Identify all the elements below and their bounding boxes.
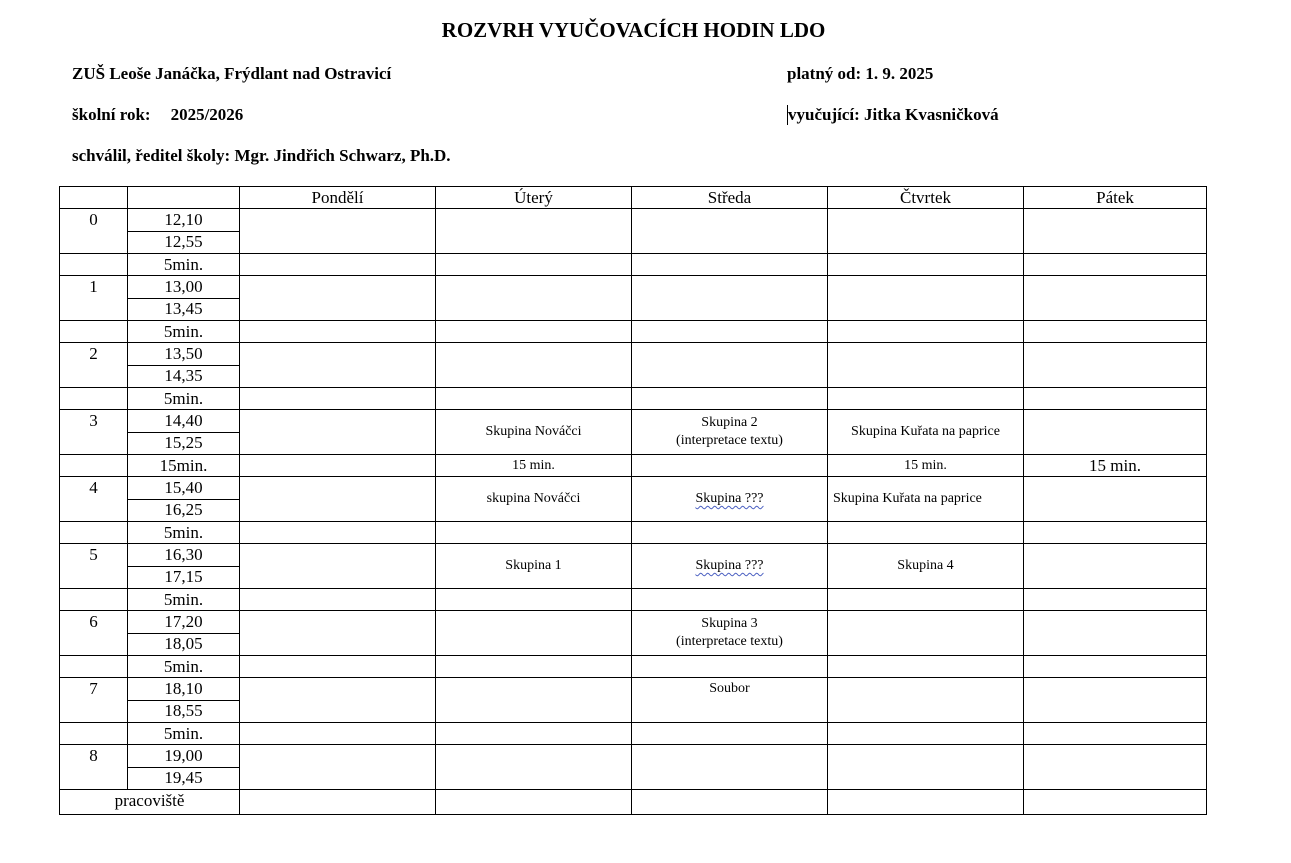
school-year	[72, 105, 243, 125]
lesson-start: 16,30	[128, 544, 240, 567]
lesson-number: 8	[60, 745, 128, 790]
workplace-label: pracoviště	[60, 790, 240, 815]
cell-friday	[1024, 790, 1207, 815]
lesson-row	[60, 611, 1207, 634]
lesson-number: 1	[60, 276, 128, 321]
cell-friday	[1024, 276, 1207, 321]
group-note: (interpretace textu)	[676, 433, 783, 448]
group-name: Skupina ???	[695, 558, 764, 573]
lesson-number: 7	[60, 678, 128, 723]
break-row	[60, 455, 1207, 477]
cell-thursday	[828, 343, 1024, 388]
lesson-row	[60, 410, 1207, 433]
lesson-end: 18,55	[128, 700, 240, 723]
lesson-number: 6	[60, 611, 128, 656]
cell-friday	[1024, 209, 1207, 254]
cell-monday	[240, 477, 436, 522]
lesson-row	[60, 745, 1207, 768]
cell-wednesday	[632, 723, 828, 745]
cell-wednesday	[632, 745, 828, 790]
lesson-start: 12,10	[128, 209, 240, 232]
cell-friday	[1024, 410, 1207, 455]
day-header-thursday: Čtvrtek	[828, 187, 1024, 209]
school-year-value: 2025/2026	[170, 105, 244, 124]
teacher-name: vyučující: Jitka Kvasničková	[788, 105, 999, 124]
lesson-row	[60, 477, 1207, 500]
break-duration: 5min.	[128, 656, 240, 678]
cell-thursday	[828, 678, 1024, 723]
lesson-end: 16,25	[128, 499, 240, 522]
cell-wednesday	[632, 611, 828, 656]
cell-monday	[240, 209, 436, 254]
document-title: ROZVRH VYUČOVACÍCH HODIN LDO	[441, 18, 826, 42]
workplace-row	[60, 790, 1207, 815]
cell-wednesday	[632, 589, 828, 611]
group-name: Skupina 3	[701, 616, 758, 631]
break-duration: 15min.	[128, 455, 240, 477]
cell-tuesday: Skupina Nováčci	[436, 410, 632, 455]
break-empty	[60, 522, 128, 544]
cell-monday	[240, 611, 436, 656]
cell-wednesday	[632, 544, 828, 589]
cell-tuesday	[436, 209, 632, 254]
cell-monday	[240, 790, 436, 815]
cell-tuesday	[436, 522, 632, 544]
lesson-start: 14,40	[128, 410, 240, 433]
break-row	[60, 723, 1207, 745]
lesson-end: 18,05	[128, 633, 240, 656]
cell-thursday: 15 min.	[828, 455, 1024, 477]
cell-wednesday	[632, 209, 828, 254]
break-duration: 5min.	[128, 254, 240, 276]
lesson-row	[60, 343, 1207, 366]
cell-thursday: Skupina Kuřata na paprice	[828, 410, 1024, 455]
cell-tuesday	[436, 790, 632, 815]
cell-friday	[1024, 589, 1207, 611]
cell-tuesday	[436, 611, 632, 656]
lesson-end: 15,25	[128, 432, 240, 455]
cell-wednesday	[632, 656, 828, 678]
day-header-monday: Pondělí	[240, 187, 436, 209]
cell-thursday	[828, 388, 1024, 410]
lesson-start: 18,10	[128, 678, 240, 701]
cell-friday	[1024, 611, 1207, 656]
cell-monday	[240, 254, 436, 276]
cell-wednesday	[632, 790, 828, 815]
cell-tuesday	[436, 321, 632, 343]
cell-tuesday	[436, 343, 632, 388]
break-duration: 5min.	[128, 388, 240, 410]
lesson-start: 15,40	[128, 477, 240, 500]
cell-wednesday	[632, 388, 828, 410]
cell-monday	[240, 455, 436, 477]
group-name: Skupina 2	[701, 415, 758, 430]
group-note: (interpretace textu)	[676, 634, 783, 649]
cell-friday	[1024, 321, 1207, 343]
cell-tuesday	[436, 589, 632, 611]
school-name: ZUŠ Leoše Janáčka, Frýdlant nad Ostravicí	[72, 64, 392, 83]
cell-monday	[240, 678, 436, 723]
cell-thursday	[828, 723, 1024, 745]
lesson-start: 13,50	[128, 343, 240, 366]
cell-monday	[240, 745, 436, 790]
cell-friday	[1024, 388, 1207, 410]
cell-wednesday: Soubor	[632, 678, 828, 723]
break-empty	[60, 723, 128, 745]
cell-thursday	[828, 611, 1024, 656]
cell-wednesday	[632, 321, 828, 343]
lesson-number: 5	[60, 544, 128, 589]
lesson-number: 3	[60, 410, 128, 455]
cell-monday	[240, 656, 436, 678]
break-duration: 5min.	[128, 522, 240, 544]
header-empty-time	[128, 187, 240, 209]
cell-wednesday	[632, 522, 828, 544]
cell-tuesday	[436, 745, 632, 790]
cell-friday	[1024, 745, 1207, 790]
cell-tuesday	[436, 678, 632, 723]
cell-thursday	[828, 209, 1024, 254]
break-row	[60, 254, 1207, 276]
cell-thursday	[828, 589, 1024, 611]
lesson-end: 17,15	[128, 566, 240, 589]
lesson-row	[60, 209, 1207, 232]
day-header-wednesday: Středa	[632, 187, 828, 209]
break-row	[60, 522, 1207, 544]
lesson-row	[60, 544, 1207, 567]
cell-thursday: Skupina 4	[828, 544, 1024, 589]
break-empty	[60, 321, 128, 343]
cell-thursday	[828, 276, 1024, 321]
break-empty	[60, 455, 128, 477]
approved-by: schválil, ředitel školy: Mgr. Jindřich Schwarz, Ph.D.	[72, 146, 451, 165]
lesson-number: 0	[60, 209, 128, 254]
cell-monday	[240, 544, 436, 589]
cell-tuesday	[436, 388, 632, 410]
cell-wednesday	[632, 343, 828, 388]
lesson-number: 2	[60, 343, 128, 388]
cell-friday	[1024, 544, 1207, 589]
cell-friday	[1024, 723, 1207, 745]
cell-tuesday	[436, 254, 632, 276]
lesson-end: 12,55	[128, 231, 240, 254]
cell-friday	[1024, 522, 1207, 544]
cell-wednesday	[632, 276, 828, 321]
day-header-tuesday: Úterý	[436, 187, 632, 209]
header-empty-num	[60, 187, 128, 209]
cell-wednesday	[632, 254, 828, 276]
cell-monday	[240, 276, 436, 321]
group-name: Skupina ???	[695, 491, 764, 506]
cell-monday	[240, 388, 436, 410]
cell-monday	[240, 410, 436, 455]
schedule-table	[59, 186, 1207, 815]
lesson-end: 14,35	[128, 365, 240, 388]
valid-from: platný od: 1. 9. 2025	[787, 64, 934, 83]
cell-tuesday	[436, 656, 632, 678]
cell-thursday	[828, 321, 1024, 343]
cell-thursday	[828, 254, 1024, 276]
break-row	[60, 656, 1207, 678]
break-row	[60, 589, 1207, 611]
break-duration: 5min.	[128, 589, 240, 611]
cell-friday	[1024, 477, 1207, 522]
cell-friday	[1024, 254, 1207, 276]
break-empty	[60, 589, 128, 611]
header-row	[60, 187, 1207, 209]
cell-thursday	[828, 522, 1024, 544]
lesson-row	[60, 678, 1207, 701]
lesson-start: 13,00	[128, 276, 240, 299]
cell-friday: 15 min.	[1024, 455, 1207, 477]
lesson-number: 4	[60, 477, 128, 522]
cell-wednesday	[632, 410, 828, 455]
break-duration: 5min.	[128, 723, 240, 745]
cell-monday	[240, 343, 436, 388]
lesson-end: 19,45	[128, 767, 240, 790]
break-duration: 5min.	[128, 321, 240, 343]
cell-monday	[240, 522, 436, 544]
break-empty	[60, 388, 128, 410]
cell-monday	[240, 589, 436, 611]
cell-thursday	[828, 790, 1024, 815]
break-row	[60, 388, 1207, 410]
cell-friday	[1024, 343, 1207, 388]
cell-friday	[1024, 656, 1207, 678]
cell-tuesday	[436, 276, 632, 321]
lesson-row	[60, 276, 1207, 299]
cell-thursday	[828, 656, 1024, 678]
cell-wednesday	[632, 455, 828, 477]
break-empty	[60, 656, 128, 678]
lesson-start: 19,00	[128, 745, 240, 768]
cell-monday	[240, 723, 436, 745]
cell-tuesday: skupina Nováčci	[436, 477, 632, 522]
cell-tuesday: Skupina 1	[436, 544, 632, 589]
cell-thursday	[828, 745, 1024, 790]
cell-thursday: Skupina Kuřata na paprice	[828, 477, 1024, 522]
lesson-start: 17,20	[128, 611, 240, 634]
cell-monday	[240, 321, 436, 343]
school-year-label: školní rok:	[72, 105, 151, 124]
cell-friday	[1024, 678, 1207, 723]
break-empty	[60, 254, 128, 276]
cell-tuesday: 15 min.	[436, 455, 632, 477]
day-header-friday: Pátek	[1024, 187, 1207, 209]
cell-tuesday	[436, 723, 632, 745]
break-row	[60, 321, 1207, 343]
cell-wednesday	[632, 477, 828, 522]
lesson-end: 13,45	[128, 298, 240, 321]
